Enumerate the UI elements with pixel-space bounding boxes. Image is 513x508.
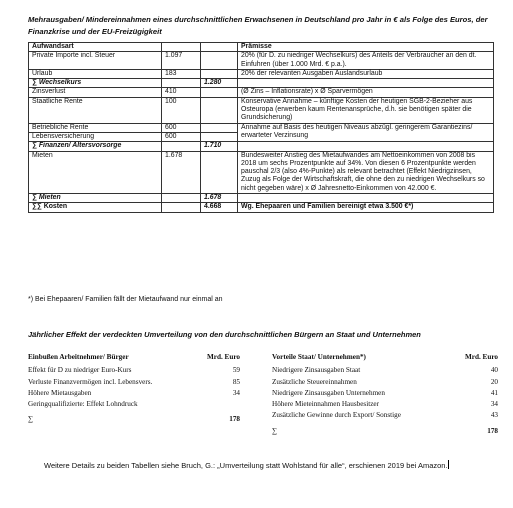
sum-value: 178 <box>487 426 498 435</box>
benefits-header-unit: Mrd. Euro <box>464 353 498 361</box>
row-note <box>238 79 494 88</box>
header-subtotal <box>201 43 238 52</box>
row-label: ∑ Wechselkurs <box>29 79 162 88</box>
losses-list <box>28 352 240 426</box>
subtotal-row <box>29 79 494 88</box>
subtotal-row <box>29 142 494 151</box>
row-label: Mieten <box>29 151 162 193</box>
row-label: ∑ Mieten <box>29 194 162 203</box>
table-header-row <box>29 43 494 52</box>
row-value <box>162 194 201 203</box>
row-note <box>238 142 494 151</box>
item-label: Niedrigere Zinsausgaben Unternehmen <box>272 388 385 397</box>
list-item <box>272 399 498 410</box>
table-row <box>29 52 494 70</box>
table-row <box>29 97 494 123</box>
row-value: 600 <box>162 132 201 141</box>
item-value: 85 <box>232 377 240 386</box>
list-item <box>28 377 240 388</box>
footnote: *) Bei Ehepaaren/ Familien fällt der Mietaufwand nur einmal an <box>28 296 223 303</box>
cost-table <box>28 42 494 213</box>
document-title: Mehrausgaben/ Mindereinnahmen eines durchschnittlichen Erwachsenen in Deutschland pro Jahr in € als Folge des Euros, der Finanzkrise und der EU-Freizügigkeit <box>28 15 488 36</box>
item-value: 59 <box>232 366 240 375</box>
list-item <box>28 399 240 410</box>
list-item <box>272 388 498 399</box>
row-subtotal <box>201 132 238 141</box>
item-label: Niedrigere Zinsausgaben Staat <box>272 366 361 375</box>
list-item <box>28 365 240 376</box>
section-subtitle: Jährlicher Effekt der verdeckten Umverteilung von den durchschnittlichen Bürgern an Staat und Unternehmen <box>28 330 421 339</box>
item-label: Höhere Mieteinnahmen Hausbesitzer <box>272 400 379 409</box>
item-value: 41 <box>490 388 498 397</box>
row-subtotal <box>201 52 238 70</box>
row-subtotal <box>201 123 238 132</box>
row-subtotal <box>201 97 238 123</box>
source-note[interactable] <box>44 460 484 473</box>
table-row <box>29 151 494 193</box>
sum-value: 178 <box>229 415 240 424</box>
item-value: 34 <box>232 388 240 397</box>
row-subtotal: 1.678 <box>201 194 238 203</box>
item-label: Zusätzliche Steuereinnahmen <box>272 377 357 386</box>
row-value: 1.097 <box>162 52 201 70</box>
row-note: Annahme auf Basis des heutigen Niveaus abzügl. geringerem Garantiezins/ erwarteter Verzinsung <box>238 123 494 142</box>
source-text: Weitere Details zu beiden Tabellen siehe Bruch, G.: „Umverteilung statt Wohlstand für alle“, erschienen 2019 bei Amazon. <box>44 461 448 470</box>
list-item <box>272 410 498 421</box>
row-label: Private Importe incl. Steuer <box>29 52 162 70</box>
row-note <box>238 194 494 203</box>
header-aufwandsart: Aufwandsart <box>29 43 162 52</box>
row-value: 600 <box>162 123 201 132</box>
total-note: Wg. Ehepaaren und Familien bereinigt etwa 3.500 €*) <box>238 203 494 212</box>
losses-header-unit: Mrd. Euro <box>206 353 240 361</box>
row-subtotal: 1.710 <box>201 142 238 151</box>
total-subtotal: 4.668 <box>201 203 238 212</box>
item-value: 20 <box>490 377 498 386</box>
losses-sum <box>28 414 240 425</box>
row-label: Staatliche Rente <box>29 97 162 123</box>
benefits-list <box>272 352 498 437</box>
item-value: 43 <box>490 411 498 420</box>
row-value: 100 <box>162 97 201 123</box>
row-subtotal <box>201 69 238 78</box>
text-cursor <box>448 460 449 469</box>
subtotal-row <box>29 194 494 203</box>
list-item <box>272 377 498 388</box>
losses-header-label: Einbußen Arbeitnehmer/ Bürger <box>28 353 129 361</box>
table-row <box>29 123 494 132</box>
table-row <box>29 69 494 78</box>
header-praemisse: Prämisse <box>238 43 494 52</box>
item-label: Zusätzliche Gewinne durch Export/ Sonstige <box>272 411 401 420</box>
row-subtotal: 1.280 <box>201 79 238 88</box>
list-item <box>272 365 498 376</box>
row-label: ∑ Finanzen/ Altersvorsorge <box>29 142 162 151</box>
benefits-sum <box>272 426 498 437</box>
row-label: Betriebliche Rente <box>29 123 162 132</box>
row-note: Konservative Annahme – künftige Kosten der heutigen SGB-2-Bezieher aus Osteuropa (erwerben kaum Rentenansprüche, d.h. sie benötigen später die Grundsicherung) <box>238 97 494 123</box>
row-value: 410 <box>162 88 201 97</box>
row-note: 20% der relevanten Ausgaben Auslandsurlaub <box>238 69 494 78</box>
sum-symbol: ∑ <box>28 415 34 424</box>
row-label: Urlaub <box>29 69 162 78</box>
row-value: 1.678 <box>162 151 201 193</box>
item-label: Geringqualifizierte: Effekt Lohndruck <box>28 400 138 409</box>
item-value: 40 <box>490 366 498 375</box>
row-note: (Ø Zins – Inflationsrate) x Ø Sparvermögen <box>238 88 494 97</box>
row-value: 183 <box>162 69 201 78</box>
row-note: 20% (für D. zu niedriger Wechselkurs) des Anteils der Verbraucher an den dt. Einfuhren (über 1.000 Mrd. € p.a.). <box>238 52 494 70</box>
row-subtotal <box>201 88 238 97</box>
table-row <box>29 88 494 97</box>
total-row <box>29 203 494 212</box>
total-value <box>162 203 201 212</box>
sum-symbol: ∑ <box>272 426 278 435</box>
list-item <box>28 388 240 399</box>
item-value <box>216 399 240 410</box>
row-subtotal <box>201 151 238 193</box>
row-label: Zinsverlust <box>29 88 162 97</box>
item-label: Effekt für D zu niedriger Euro-Kurs <box>28 366 132 375</box>
total-label: ∑∑ Kosten <box>29 203 162 212</box>
row-value <box>162 79 201 88</box>
row-label: Lebensversicherung <box>29 132 162 141</box>
row-note: Bundesweiter Anstieg des Mietaufwandes am Nettoeinkommen von 2008 bis 2018 um sechs Prozentpunkte auf 34%. Von diesen 6 Prozentpunkte werden pauschal 2/3 (also 4%-Punkte) als relevant betrachtet (Effekt Niedrigzinsen, Zuzug als Folge der Wirtschaftskraft, die ohne den zu niedrigen Wechselkurs so nicht gegeben wäre) x Ø Jahresnetto-Einkommen von 42.000 €. <box>238 151 494 193</box>
losses-header <box>28 352 240 363</box>
row-value <box>162 142 201 151</box>
item-value: 34 <box>490 400 498 409</box>
benefits-header-label: Vorteile Staat/ Unternehmen*) <box>272 353 366 361</box>
benefits-header <box>272 352 498 363</box>
item-label: Höhere Mietausgaben <box>28 388 92 397</box>
header-value <box>162 43 201 52</box>
item-label: Verluste Finanzvermögen incl. Lebensvers. <box>28 377 153 386</box>
